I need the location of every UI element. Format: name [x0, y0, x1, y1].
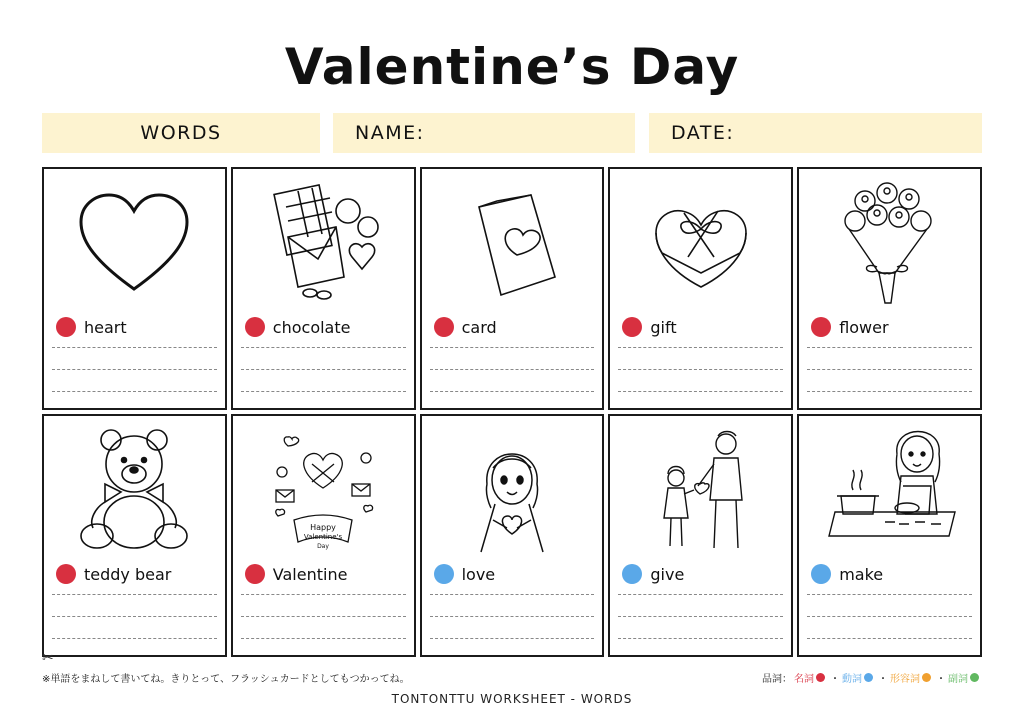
legend-noun-label: 名詞 — [794, 674, 814, 685]
legend-verb-label: 動詞 — [842, 674, 862, 685]
noun-dot — [622, 317, 642, 337]
noun-dot — [811, 317, 831, 337]
noun-dot — [56, 564, 76, 584]
flashcard-grid — [42, 167, 982, 657]
svg-text:Day: Day — [317, 543, 330, 550]
flashcard-flower[interactable] — [797, 167, 982, 410]
flashcard-card[interactable] — [420, 167, 605, 410]
legend-verb-dot — [864, 673, 873, 682]
scissors-icon: ✂ — [42, 650, 54, 666]
word-label: gift — [650, 317, 677, 337]
flashcard-love[interactable] — [420, 414, 605, 657]
word-label: card — [461, 317, 497, 337]
noun-dot — [56, 317, 76, 337]
verb-dot — [434, 564, 454, 584]
flashcard-gift[interactable] — [608, 167, 793, 410]
part-of-speech-legend — [762, 670, 982, 685]
word-label: love — [461, 564, 496, 584]
noun-dot — [245, 317, 265, 337]
word-label: flower — [839, 317, 889, 337]
legend-separator: ・ — [830, 674, 840, 685]
svg-text:Happy: Happy — [310, 523, 337, 532]
legend-prefix: 品詞： — [762, 674, 792, 685]
valentine-collage-icon — [233, 416, 414, 562]
gift-icon — [610, 169, 791, 315]
word-label: heart — [84, 317, 127, 337]
legend-adverb-label: 副詞 — [948, 674, 968, 685]
word-label: teddy bear — [84, 564, 172, 584]
word-label: give — [650, 564, 685, 584]
giving-gift-icon — [610, 416, 791, 562]
heart-icon — [44, 169, 225, 315]
page-footer: TONTONTTU WORKSHEET - WORDS — [391, 692, 633, 706]
cooking-girl-icon — [799, 416, 980, 562]
legend-adverb-dot — [970, 673, 979, 682]
name-field[interactable] — [333, 113, 635, 153]
words-header — [42, 113, 320, 153]
noun-dot — [245, 564, 265, 584]
date-label: DATE: — [671, 122, 735, 144]
flashcard-give[interactable] — [608, 414, 793, 657]
noun-dot — [434, 317, 454, 337]
card-icon — [422, 169, 603, 315]
verb-dot — [811, 564, 831, 584]
word-label: chocolate — [272, 317, 351, 337]
name-label: NAME: — [355, 122, 425, 144]
flashcard-make[interactable] — [797, 414, 982, 657]
date-field[interactable] — [649, 113, 982, 153]
legend-noun-dot — [816, 673, 825, 682]
legend-adjective-dot — [922, 673, 931, 682]
flashcard-heart[interactable] — [42, 167, 227, 410]
page-title: Valentine’s Day — [284, 38, 740, 96]
legend-separator: ・ — [878, 674, 888, 685]
chocolate-icon — [233, 169, 414, 315]
svg-text:Valentine's: Valentine's — [304, 533, 343, 541]
flashcard-teddy-bear[interactable] — [42, 414, 227, 657]
word-label: make — [839, 564, 884, 584]
flower-bouquet-icon — [799, 169, 980, 315]
flashcard-chocolate[interactable] — [231, 167, 416, 410]
verb-dot — [622, 564, 642, 584]
word-label: Valentine — [272, 564, 348, 584]
legend-adjective-label: 形容詞 — [890, 674, 920, 685]
legend-separator: ・ — [936, 674, 946, 685]
teddy-bear-icon — [44, 416, 225, 562]
words-label: WORDS — [140, 122, 222, 144]
flashcard-valentine[interactable] — [231, 414, 416, 657]
instruction-note: ※単語をまねして書いてね。きりとって、フラッシュカードとしてもつかってね。 — [42, 674, 410, 685]
girl-heart-hands-icon — [422, 416, 603, 562]
